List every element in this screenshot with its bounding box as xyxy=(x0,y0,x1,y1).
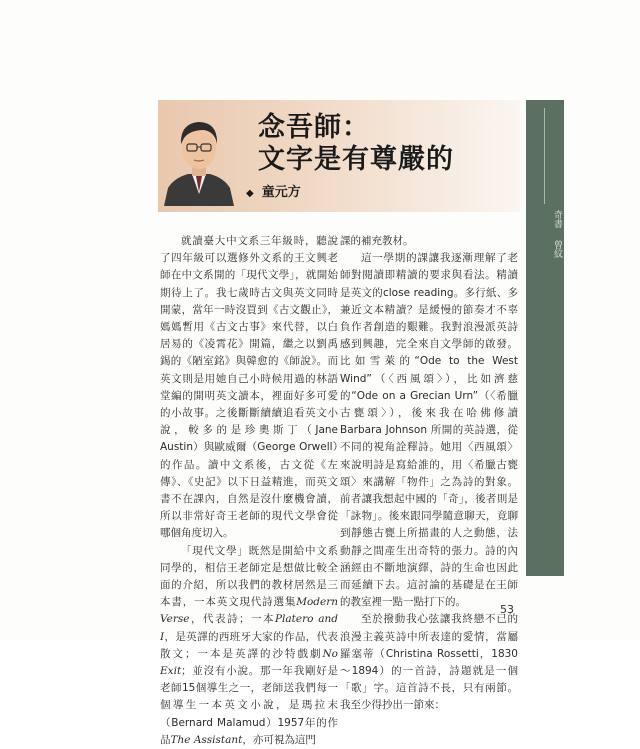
author-byline xyxy=(246,181,301,200)
paragraph-continuation: 課的補充教材。 xyxy=(340,235,414,247)
text-run: 「現代文學」既然是開給中文系同學的，相信王老師定是想做比較全面的介紹，所以我們的教材居然是三本書，一本英文現代詩選集 xyxy=(160,544,338,609)
title-line-2: 文字是有尊嚴的 xyxy=(258,144,454,175)
paragraph: 這一學期的課讓我逐漸理解了老師對閱讀即精讀的要求與看法。精讀是英文的close reading。多行紙、多兼近文本精讀？是緩慢的節奏才不辜負作者創造的艱難。我對浪漫派英詩感到興趣，完全來自文學師的啟發。比如雪萊的“Ode to the West Wind”（〈西風頌〉），比如濟慈的“Ode on a Grecian Urn”（〈希臘古甕頌〉），後來我在哈佛修讀Barbara Johnson 所開的英詩選，從不同的視角詮釋詩。她用〈西風頌〉來說明詩是寫給誰的，用〈希臘古甕頌〉來講解「物件」之為詩的對象。前者讓我想起中國的「奇」，後者則是「詠物」。後來跟同學隨意聊天，竟聊到靜態古甕上所描畫的人之動態，法動靜之間產生出奇特的張力。詩的內涵經由不斷地演繹，詩的生命也因此而延續下去。這討論的基礎是在王師的教室裡一點一點打下的。 xyxy=(340,252,518,609)
text-run: ，亦可視為這門 xyxy=(242,733,316,746)
book-title: Modern Verse xyxy=(160,596,338,626)
body-column-right xyxy=(340,233,518,715)
book-title: No Exit xyxy=(160,647,338,678)
diamond-bullet-icon: ◆ xyxy=(246,188,254,199)
author-portrait xyxy=(160,108,238,206)
body-column-left xyxy=(160,233,338,749)
section-tab-label-2: 曾紋 xyxy=(552,240,562,258)
text-run: ，代表詩；一本 xyxy=(189,613,275,626)
paragraph: 就讀臺大中文系三年級時，聽說了四年級可以選修外文系的王文興老師在中文系開的「現代文學」，就開始期待上了。我七歲時古文與英文同時開蒙，當年一時沒買到《古文觀止》，媽媽暫用《古文古事》來代替，以白居易的《凌霄花》開篇，繼之以劉禹錫的《陋室銘》與韓愈的《師說》。而英文則是用她自己小時候用過的林語堂編的開明英文讀本，裡面好多可愛的小故事。之後斷斷續續追看英文小說，較多的是珍奧斯丁（Jane Austin）與歐威爾（George Orwell）的作品。讀中文系後，古文從《左傳》、《史記》以下日益精進，而英文書不在課內，自然是沒什麼機會讀，所以非常好奇王老師的現代文學會從哪個角度切入。 xyxy=(160,235,338,540)
tab-divider-line xyxy=(544,108,545,204)
book-title: The Assistant xyxy=(170,733,243,746)
title-line-1: 念吾師： xyxy=(258,112,370,143)
page-number: 53 xyxy=(500,603,514,616)
book-title: Platero and I xyxy=(160,613,339,643)
paragraph: 至於撥動我心弦讓我終戀不已的浪漫主義英詩中所表達的愛情，當屬羅塞蒂（Christina Rossetti，1830～1894）的一首詩，詩題就是一個「歌」字。這首詩不長，只有兩節。我至少得抄出一節來： xyxy=(340,613,518,712)
paragraph xyxy=(160,543,338,749)
text-run: ，是英譯的西班牙大家的作品，代表散文；一本是英譯的沙特戲劇 xyxy=(160,630,338,660)
page-title xyxy=(258,112,454,176)
section-tab xyxy=(526,100,564,576)
text-run: ；並沒有小說。那一年我剛好是老師15個導生之一，老師送我們每一個導生一本英文小說，是瑪拉末（Bernard Malamud）1957年的作品 xyxy=(160,665,338,746)
section-tab-label-1: 奇書 xyxy=(552,210,562,228)
author-name: 童元方 xyxy=(261,185,301,200)
